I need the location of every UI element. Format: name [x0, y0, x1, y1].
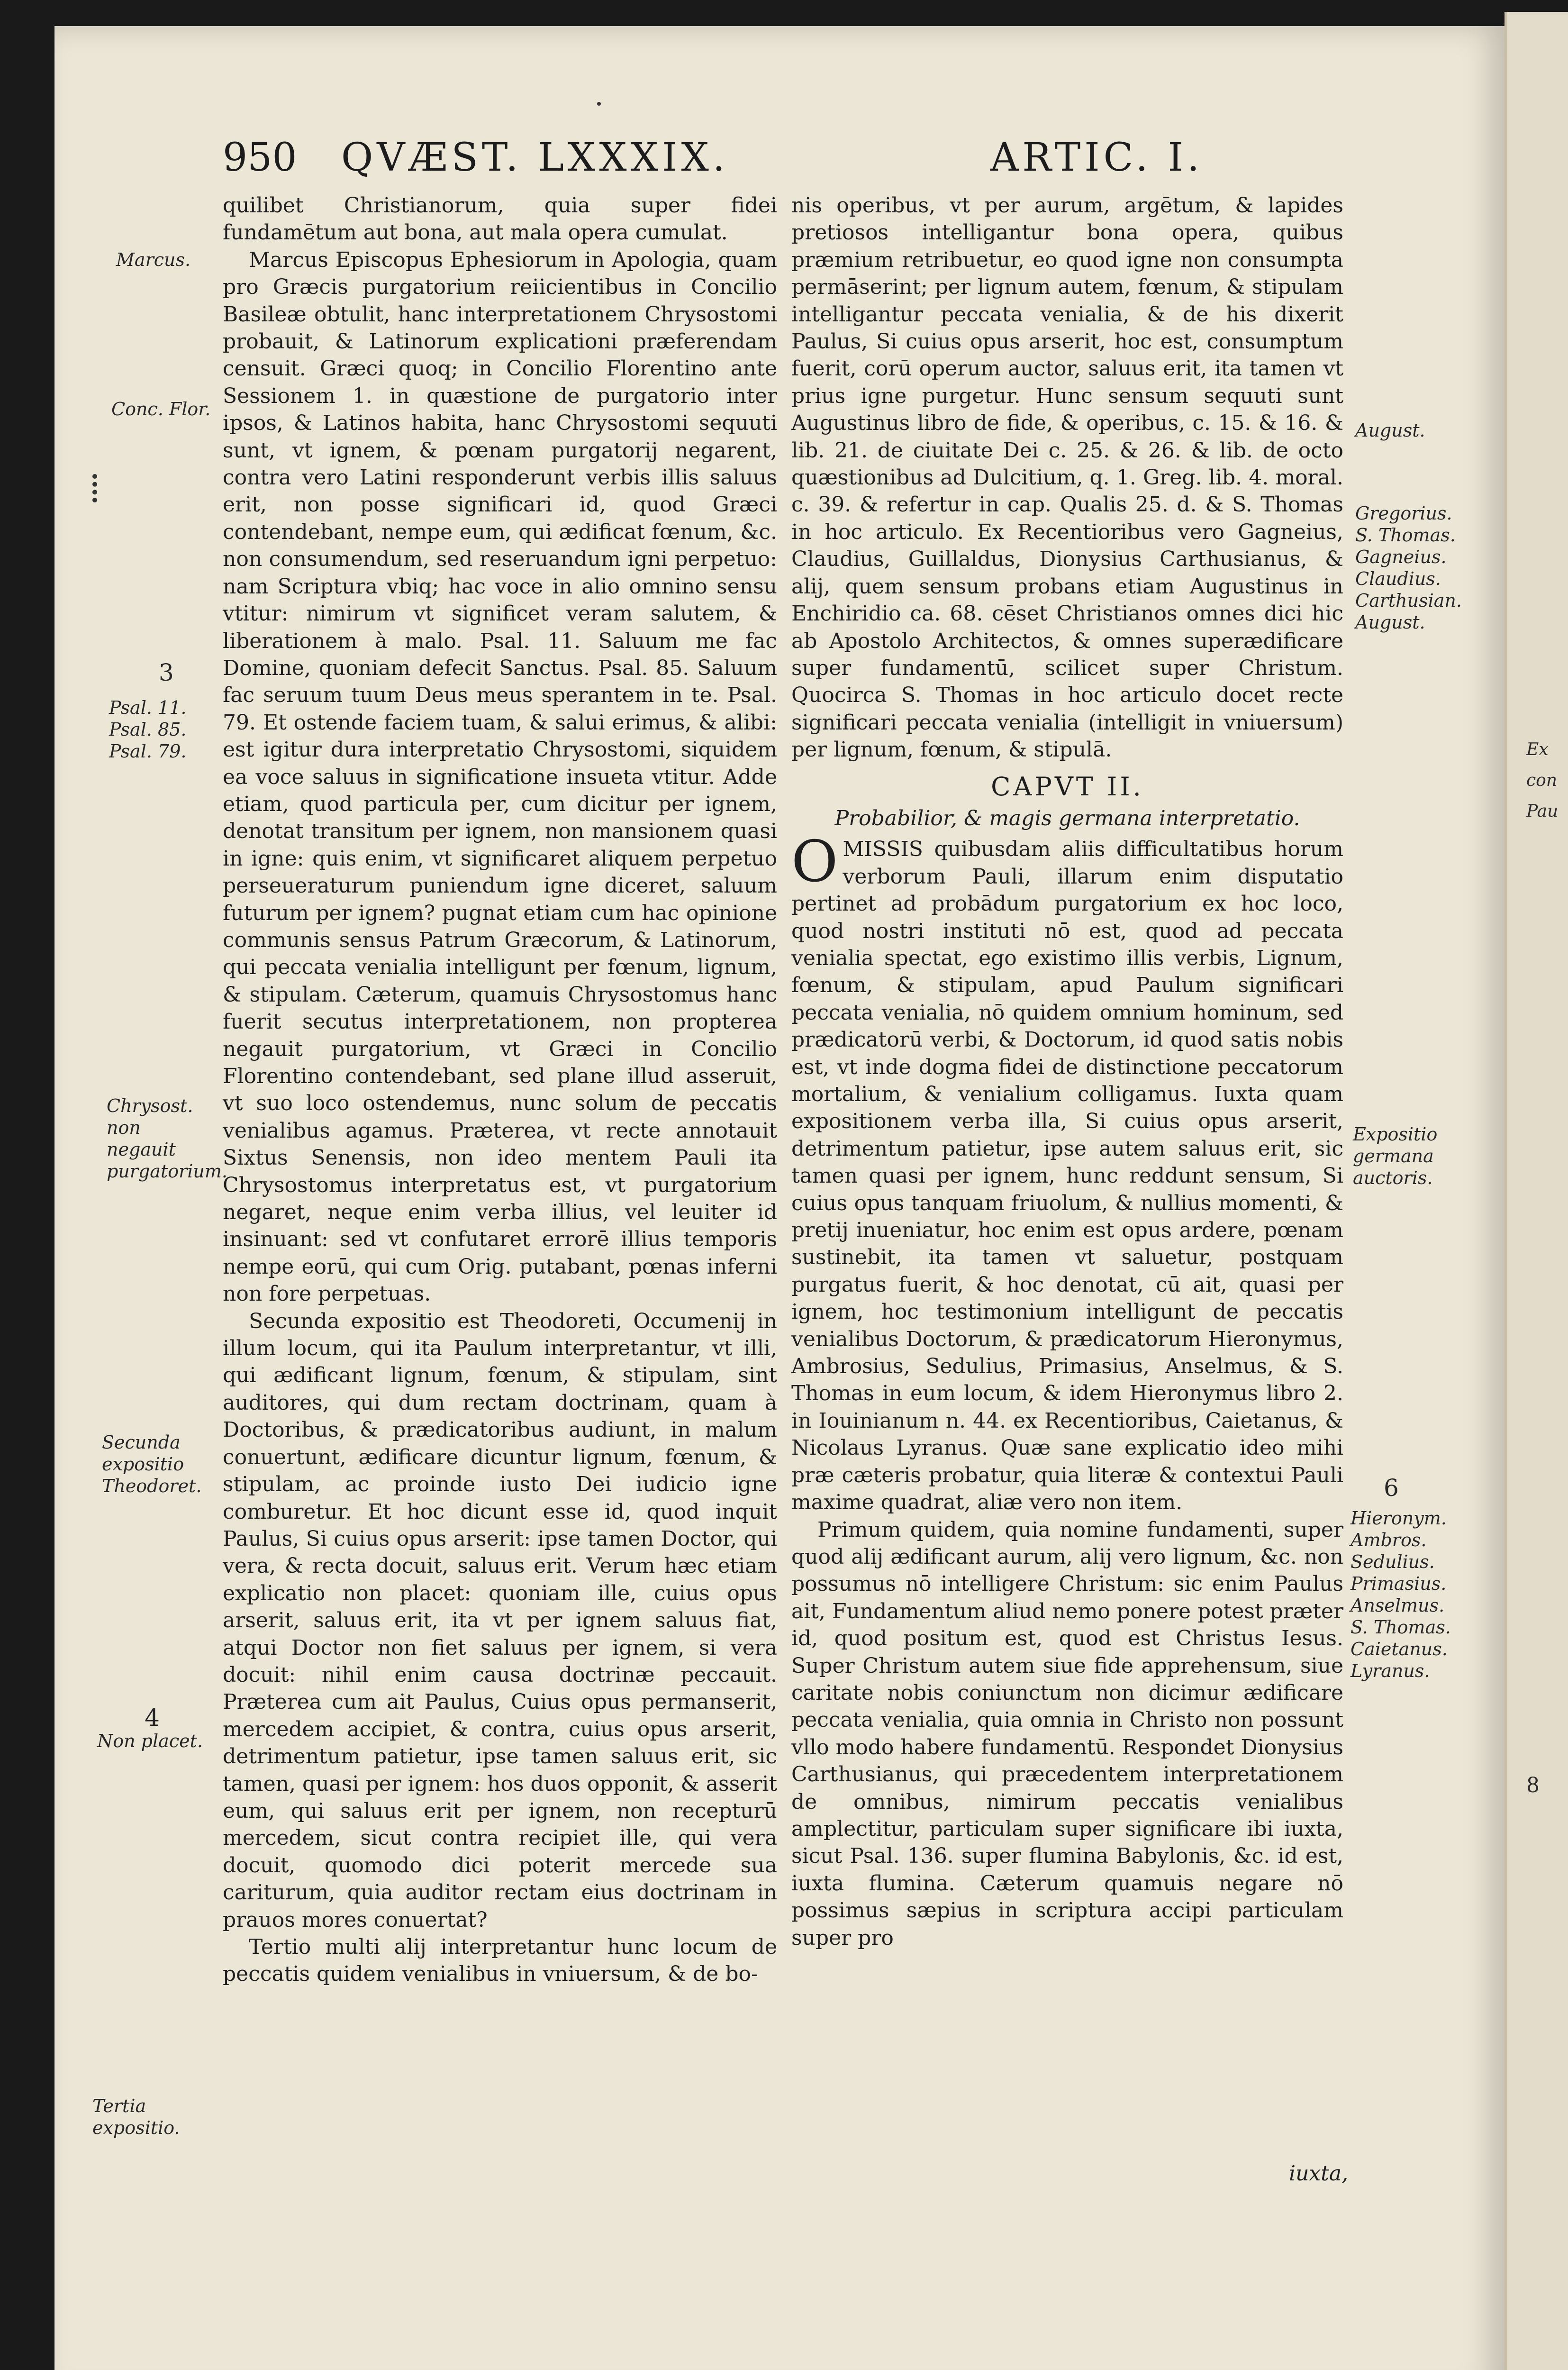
margin-note-conc-flor: Conc. Flor. [111, 399, 211, 419]
edge-fragment-2: con [1526, 771, 1558, 790]
edge-fragment-1: Ex [1526, 740, 1549, 759]
left-column [223, 192, 777, 1988]
margin-note-chrysost: Chrysost. non negauit purgatorium. [107, 1095, 227, 1182]
right-paragraph: MISSIS quibusdam aliis difficultatibus horum verborum Pauli, illarum enim disputatio pertinet ad probādum purgatorium ex hoc loco, quod nostri instituti nō est, quod ad peccata venialia spectat, ego existimo illis verbis, Lignum, fœnum, & stipulam, apud Paulum significari peccata venialia, nō quidem omnium hominum, sed prædicatorū verbi, & Doctorum, id quod satis nobis est, vt inde dogma fidei de distinctione peccatorum mortalium, & venialium colligamus. Iuxta quam expositionem verba illa, Si cuius opus arserit, detrimentum patietur, ipse autem saluus erit, sic tamen quasi per ignem, hunc reddunt sensum, Si cuius opus tanquam friuolum, & nullius momenti, & pretij inueniatur, hoc enim est opus ardere, pœnam sustinebit, ita tamen vt saluetur, postquam purgatus fuerit, & hoc denotat, cū ait, quasi per ignem, hoc testimonium intelligunt de peccatis venialibus Doctorum, & prædicatorum Hieronymus, Ambrosius, Sedulius, Primasius, Anselmus, & S. Thomas in eum locum, & idem Hieronymus libro 2. in Iouinianum n. 44. ex Recentioribus, Caietanus, & Nicolaus Lyranus. Quæ sane explicatio ideo mihi præ cæteris probatur, quia literæ & contextui Pauli maxime quadrat, aliæ vero non item. [791, 837, 1343, 1515]
left-paragraph: Secunda expositio est Theodoreti, Occumenij in illum locum, qui ita Paulum interpretantur, vt illi, qui ædificant lignum, fœnum, & stipulam, sint auditores, qui dum rectam doctrinam, quam à Doctoribus, & prædicatoribus audiunt, in malum conuertunt, ædificare dicuntur lignum, fœnum, & stipulam, ac proinde iusto Dei iudicio igne comburetur. Et hoc dicunt esse id, quod inquit Paulus, Si cuius opus arserit: ipse tamen Doctor, qui vera, & recta docuit, saluus erit. Verum hæc etiam explicatio non placet: quoniam ille, cuius opus arserit, saluus erit, ita vt per ignem saluus fiat, atqui Doctor non fiet saluus per ignem, si vera docuit: nihil enim causa doctrinæ peccauit. Præterea cum ait Paulus, Cuius opus permanserit, mercedem accipiet, & contra, cuius opus arserit, detrimentum patietur, ipse tamen saluus erit, sic tamen, quasi per ignem: hos duos opponit, & asserit eum, qui saluus erit per ignem, non recepturū mercedem, sicut contra recipiet ille, qui vera docuit, quomodo dici poterit mercede sua cariturum, quia auditor rectam eius doctrinam in prauos mores conuertat? [223, 1309, 777, 1932]
edge-number: 8 [1526, 1773, 1540, 1797]
left-paragraph: quilibet Christianorum, quia super fidei fundamētum aut bona, aut mala opera cumulat. [223, 193, 777, 245]
margin-note-hieronym: Hieronym. Ambros. Sedulius. Primasius. Anselmus. S. Thomas. Caietanus. Lyranus. [1350, 1508, 1451, 1681]
running-header [223, 135, 1426, 187]
right-paragraph: Primum quidem, quia nomine fundamenti, super quod alij ædificant aurum, alij vero lignum, &c. non possumus nō intelligere Christum: sic enim Paulus ait, Fundamentum aliud nemo ponere potest præter id, quod positum est, quod est Christus Iesus. Super Christum autem siue fide apprehensum, siue caritate nobis coniunctum non dicimur ædificare peccata venialia, quia omnia in Christo non possunt vllo modo habere fundamentū. Respondet Dionysius Carthusianus, qui præcedentem interpretationem de omnibus, nimirum peccatis venialibus amplectitur, particulam super significare ibi iuxta, sicut Psal. 136. super flumina Babylonis, &c. id est, iuxta flumina. Cæterum quamuis negare nō possimus sæpius in scriptura accipi particulam super pro [791, 1517, 1343, 1950]
chapter-heading: CAPVT II. [991, 771, 1144, 802]
margin-note-authorities: Gregorius. S. Thomas. Gagneius. Claudius. Carthusian. August. [1355, 503, 1462, 633]
left-paragraph: Marcus Episcopus Ephesiorum in Apologia, quam pro Græcis purgatorium reiicientibus in Concilio Basileæ obtulit, hanc interpretationem Chrysostomi probauit, & Latinorum explicationi præferendam censuit. Græci quoq; in Concilio Florentino ante Sessionem 1. in quæstione de purgatorio inter ipsos, & Latinos habita, hanc Chrysostomi sequuti sunt, vt ignem, & pœnam purgatorij negarent, contra vero Latini responderunt verbis illis saluus erit, non posse significari id, quod Græci contendebant, nempe eum, qui ædificat fœnum, &c. non consumendum, sed reseruandum igni perpetuo: nam Scriptura vbiq; hac voce in alio omnino sensu vtitur: nimirum vt significet veram salutem, & liberationem à malo. Psal. 11. Saluum me fac Domine, quoniam defecit Sanctus. Psal. 85. Saluum fac seruum tuum Deus meus sperantem in te. Psal. 79. Et ostende faciem tuam, & salui erimus, & alibi: est igitur dura interpretatio Chrysostomi, siquidem ea voce saluus in significatione insueta vtitur. Adde etiam, quod particula per, cum dicitur per ignem, denotat transitum per ignem, non mansionem quasi in igne: quis enim, vt significaret aliquem perpetuo perseueraturum puniendum igne diceret, saluum futurum per ignem? pugnat etiam cum hac opinione communis sensus Patrum Græcorum, & Latinorum, qui peccata venialia intelligunt per fœnum, lignum, & stipulam. Cæterum, quamuis Chrysostomus hanc fuerit secutus interpretationem, non propterea negauit purgatorium, vt Græci in Concilio Florentino contendebant, sed plane illud asseruit, vt suo loco ostendemus, nunc solum de peccatis venialibus agamus. Præterea, vt recte annotauit Sixtus Senensis, non ideo mentem Pauli ita Chrysostomus interpretatus est, vt purgatorium negaret, neque enim verba illius, vel leuiter id insinuant: sed vt confutaret errorē illius temporis nempe eorū, qui cum Orig. putabant, pœnas inferni non fore perpetuas. [223, 247, 777, 1306]
margin-note-non-placet: Non placet. [97, 1731, 203, 1751]
ink-spot [597, 102, 601, 106]
ornament-icon [92, 474, 106, 502]
right-column [791, 192, 1343, 1951]
margin-note-expositio-germana: Expositio germana auctoris. [1353, 1124, 1438, 1188]
margin-note-august: August. [1355, 420, 1425, 441]
margin-note-psalms: Psal. 11. Psal. 85. Psal. 79. [109, 697, 187, 762]
margin-number: 4 [145, 1704, 160, 1732]
margin-number: 6 [1384, 1474, 1399, 1502]
quaestio-title: QVÆST. LXXXIX. [341, 135, 729, 180]
margin-note-secunda: Secunda expositio Theodoret. [102, 1432, 202, 1496]
edge-fragment-3: Pau [1526, 802, 1559, 821]
drop-cap: O [791, 829, 838, 895]
next-page-edge [1505, 12, 1568, 2370]
margin-number: 3 [159, 659, 174, 686]
left-paragraph: Tertio multi alij interpretantur hunc locum de peccatis quidem venialibus in vniuersum, & de bo- [223, 1935, 777, 1987]
margin-note-tertia: Tertia expositio. [92, 2096, 180, 2138]
catchword: iuxta, [1289, 2161, 1349, 2186]
chapter-subtitle: Probabilior, & magis germana interpretatio. [834, 806, 1300, 830]
right-paragraph: nis operibus, vt per aurum, argētum, & lapides pretiosos intelligantur bona opera, quibus præmium retribuetur, eo quod igne non consumpta permāserint; per lignum autem, fœnum, & stipulam intelligantur peccata venialia, & de his dixerit Paulus, Si cuius opus arserit, hoc est, consumptum fuerit, corū operum auctor, saluus erit, ita tamen vt prius igne purgetur. Hunc sensum sequuti sunt Augustinus libro de fide, & operibus, c. 15. & 16. & lib. 21. de ciuitate Dei c. 25. & 26. & lib. de octo quæstionibus ad Dulcitium, q. 1. Greg. lib. 4. moral. c. 39. & refertur in cap. Qualis 25. d. & S. Thomas in hoc articulo. Ex Recentioribus vero Gagneius, Claudius, Guillaldus, Dionysius Carthusianus, & alij, quem sensum probans etiam Augustinus in Enchiridio ca. 68. cēset Christianos omnes dici hic ab Apostolo Architectos, & omnes superædificare super fundamentū, scilicet super Christum. Quocirca S. Thomas in hoc articulo docet recte significari peccata venialia (intelligit in vniuersum) per lignum, fœnum, & stipulā. [791, 193, 1343, 762]
articulus-title: ARTIC. I. [990, 135, 1204, 180]
margin-note-marcus: Marcus. [116, 249, 191, 270]
page-number: 950 [223, 135, 297, 180]
